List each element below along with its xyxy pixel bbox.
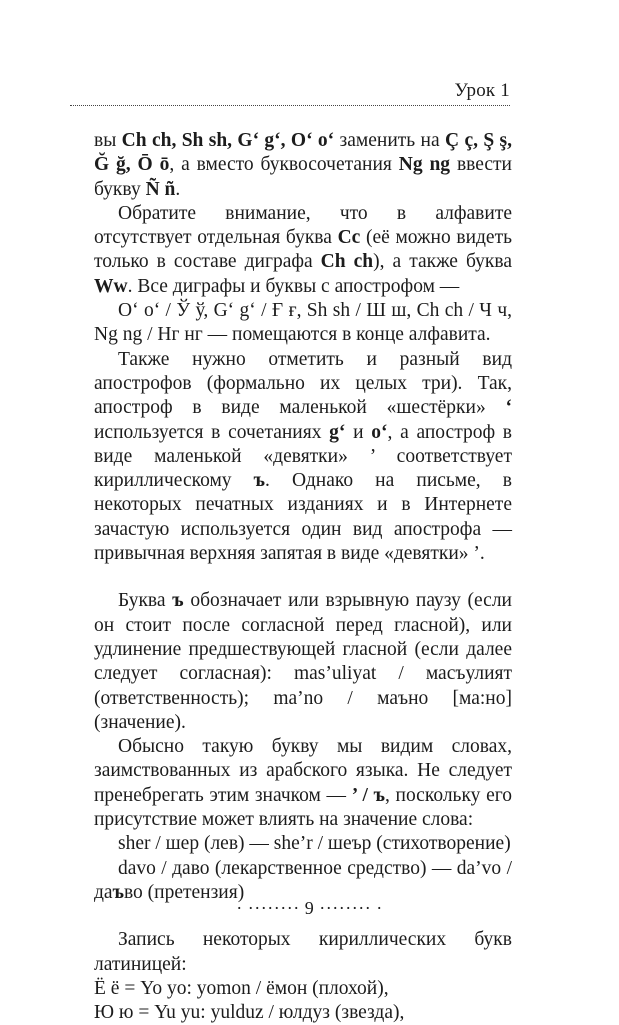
bold-text-run: Ç ç, Ş ş, Ğ ğ, Ō ō: [94, 130, 512, 176]
bold-text-run: Ng ng: [398, 154, 451, 176]
body-paragraph: [94, 202, 512, 299]
bold-text-run: ъ: [253, 470, 266, 492]
text-run: Ю ю = Yu yu: yulduz / юлдуз (звезда),: [94, 1002, 405, 1024]
body-paragraph: [94, 977, 512, 1001]
text-run: davo / даво (лекарственное средство) — da’vo / да: [94, 857, 512, 903]
text-run: Запись некоторых кириллических букв латиницей:: [94, 929, 512, 975]
text-run: , а апостроф в виде маленькой «девятки» ’ соответствует кириллическому: [94, 421, 513, 492]
body-paragraph: [94, 299, 512, 348]
body-paragraph: [94, 589, 512, 735]
text-run: . Все диграфы и буквы с апострофом —: [127, 275, 460, 297]
body-paragraph: [94, 735, 512, 832]
text-run: используется в сочетаниях: [94, 421, 330, 443]
text-run: обозначает или взрывную паузу (если он стоит после согласной перед гласной), или удлинение предшествующей гласной (если далее следует согласная): mas’uliyat / масъулият (ответственность); ma’no / маъно [ма:но] (значение).: [94, 590, 512, 733]
text-run: заменить на: [334, 130, 445, 151]
body-paragraph: [94, 832, 512, 856]
bold-text-run: ’ / ъ: [351, 784, 385, 806]
bold-text-run: Ww: [94, 275, 128, 297]
text-run: Ё ё = Yo yo: yomon / ёмон (плохой),: [94, 977, 389, 999]
text-run: ввести букву: [94, 154, 512, 200]
bold-text-run: o‘: [371, 421, 388, 443]
bold-text-run: Ch ch, Sh sh, G‘ g‘, O‘ o‘: [121, 130, 335, 151]
text-run: O‘ o‘ / Ў ў, G‘ g‘ / Ғ ғ, Sh sh / Ш ш, Ch ch / Ч ч, Ng ng / Нг нг — помещаются в конце алфавита.: [94, 300, 512, 346]
bold-text-run: ъ: [112, 881, 124, 903]
text-run: Также нужно отметить и разный вид апострофов (формально их целых три). Так, апостроф в виде маленькой «шестёрки»: [94, 348, 512, 419]
text-run: Обратите внимание, что в алфавите отсутствует отдельная буква: [94, 202, 512, 249]
text-run: sher / шер (лев) — she’r / шеър (стихотворение): [118, 833, 511, 855]
bold-text-run: ‘: [505, 397, 512, 419]
text-run: (её можно видеть только в составе диграфа: [94, 227, 512, 273]
text-run: и: [345, 421, 372, 443]
header-dotted-rule: [70, 105, 510, 106]
bold-text-run: Cc: [337, 227, 361, 249]
text-run: .: [175, 178, 181, 200]
page-body: [94, 129, 512, 1025]
body-paragraph: [94, 928, 512, 977]
header-title: Урок 1: [454, 80, 510, 101]
bold-text-run: Ñ ñ: [145, 178, 176, 200]
text-run: вы: [94, 130, 122, 151]
text-run: во (претензия): [123, 881, 245, 903]
page-number: · ········ 9 ········ ·: [236, 898, 383, 918]
running-header: [70, 80, 510, 110]
body-paragraph: [94, 348, 512, 567]
body-paragraph: [94, 1001, 512, 1025]
text-run: ), а также буква: [373, 251, 512, 273]
text-run: . Однако на письме, в некоторых печатных изданиях и в Интернете зачастую используется один вид апострофа — привычная верхняя запятая в виде «девятки» ’.: [94, 470, 512, 565]
bold-text-run: ъ: [172, 590, 184, 612]
bold-text-run: g‘: [329, 421, 346, 443]
bold-text-run: Ch ch: [320, 251, 374, 273]
text-run: , а вместо буквосочетания: [169, 154, 399, 176]
text-run: Обысно такую букву мы видим словах, заимствованных из арабского языка. Не следует пренебрегать этим значком —: [94, 736, 512, 806]
text-run: Буква: [118, 590, 173, 612]
text-run: , поскольку его присутствие может влиять на значение слова:: [94, 784, 512, 831]
body-paragraph: [94, 129, 512, 202]
